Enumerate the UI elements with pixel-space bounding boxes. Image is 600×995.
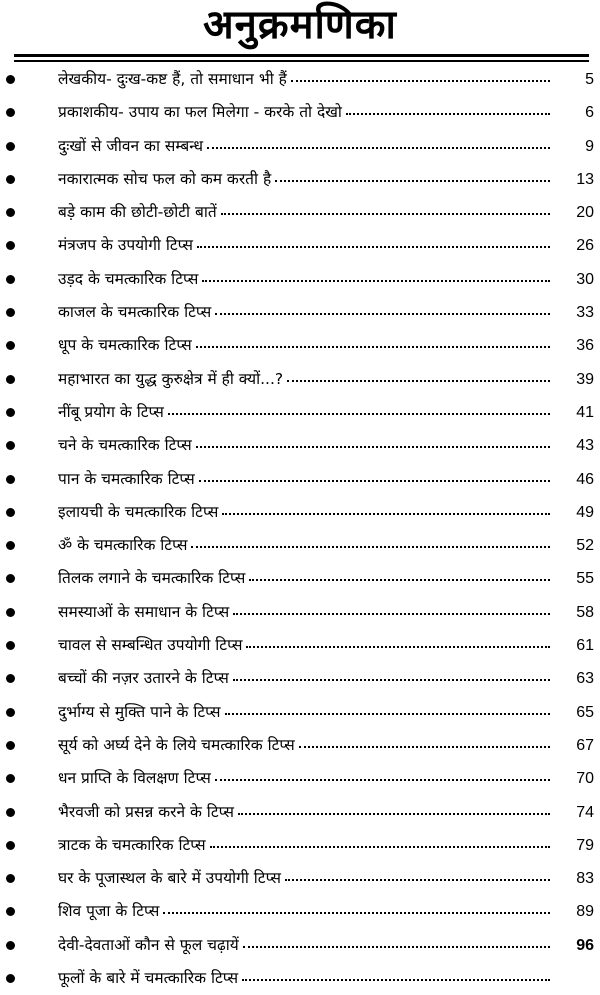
- dot-leader: [163, 903, 550, 914]
- toc-entry[interactable]: [0, 895, 600, 928]
- bullet-icon: [6, 275, 15, 284]
- dot-leader: [168, 404, 550, 415]
- toc-entry-title: काजल के चमत्कारिक टिप्स: [58, 303, 212, 322]
- toc-page-number: 30: [576, 270, 594, 288]
- bullet-icon: [6, 508, 15, 517]
- toc-entry[interactable]: [0, 496, 600, 529]
- title-rule-bottom: [14, 60, 589, 62]
- bullet-icon: [6, 441, 15, 450]
- toc-page-number: 58: [576, 603, 594, 621]
- toc-entry[interactable]: [0, 363, 600, 396]
- dot-leader: [238, 804, 550, 815]
- toc-entry[interactable]: [0, 96, 600, 129]
- toc-page-number: 96: [576, 936, 594, 954]
- bullet-icon: [6, 541, 15, 550]
- toc-entry-text: [58, 463, 550, 496]
- toc-entry[interactable]: [0, 229, 600, 262]
- toc-page-number: 9: [585, 137, 594, 155]
- page-title: अनुक्रमणिका: [203, 1, 397, 48]
- toc-entry-title: उड़द के चमत्कारिक टिप्स: [58, 269, 199, 288]
- toc-entry[interactable]: [0, 629, 600, 662]
- bullet-icon: [6, 175, 15, 184]
- toc-entry-text: [58, 596, 550, 629]
- toc-entry-title: धन प्राप्ति के विलक्षण टिप्स: [58, 769, 211, 788]
- toc-entry[interactable]: [0, 929, 600, 962]
- toc-entry-title: इलायची के चमत्कारिक टिप्स: [58, 502, 219, 521]
- dot-leader: [249, 570, 550, 581]
- toc-entry-title: शिव पूजा के टिप्स: [58, 902, 160, 921]
- toc-entry-title: बड़े काम की छोटी-छोटी बातें: [58, 203, 217, 222]
- toc-entry-title: सूर्य को अर्घ्य देने के लिये चमत्कारिक टिप्स: [58, 735, 295, 754]
- bullet-icon: [6, 808, 15, 817]
- toc-entry[interactable]: [0, 596, 600, 629]
- toc-entry-text: [58, 662, 550, 695]
- toc-entry-text: [58, 496, 550, 529]
- dot-leader: [291, 71, 550, 82]
- toc-entry[interactable]: [0, 396, 600, 429]
- toc-entry[interactable]: [0, 662, 600, 695]
- dot-leader: [215, 304, 550, 315]
- bullet-icon: [6, 341, 15, 350]
- toc-entry[interactable]: [0, 329, 600, 362]
- toc-entry[interactable]: [0, 429, 600, 462]
- toc-entry-text: [58, 196, 550, 229]
- toc-entry[interactable]: [0, 829, 600, 862]
- dot-leader: [246, 637, 550, 648]
- dot-leader: [202, 271, 550, 282]
- toc-entry-text: [58, 63, 550, 96]
- toc-entry-title: देवी-देवताओं कौन से फूल चढ़ायें: [58, 935, 239, 954]
- toc-entry[interactable]: [0, 296, 600, 329]
- toc-entry-text: [58, 562, 550, 595]
- toc-entry-text: [58, 862, 550, 895]
- toc-page-number: 55: [576, 570, 594, 588]
- dot-leader: [222, 504, 550, 515]
- toc-entry[interactable]: [0, 196, 600, 229]
- dot-leader: [225, 704, 550, 715]
- bullet-icon: [6, 108, 15, 117]
- toc-entry[interactable]: [0, 463, 600, 496]
- dot-leader: [199, 471, 550, 482]
- dot-leader: [215, 770, 550, 781]
- dot-leader: [275, 171, 550, 182]
- toc-entry-text: [58, 130, 550, 163]
- toc-entry-text: [58, 163, 550, 196]
- bullet-icon: [6, 574, 15, 583]
- bullet-icon: [6, 608, 15, 617]
- bullet-icon: [6, 674, 15, 683]
- toc-entry[interactable]: [0, 762, 600, 795]
- toc-entry-text: [58, 396, 550, 429]
- toc-entry-title: दुर्भाग्य से मुक्ति पाने के टिप्स: [58, 702, 221, 721]
- toc-page-number: 6: [585, 104, 594, 122]
- bullet-icon: [6, 142, 15, 151]
- toc-entry-text: [58, 962, 550, 995]
- toc-entry-title: प्रकाशकीय- उपाय का फल मिलेगा - करके तो देखो: [58, 103, 342, 122]
- toc-entry-text: [58, 729, 550, 762]
- bullet-icon: [6, 241, 15, 250]
- bullet-icon: [6, 774, 15, 783]
- toc-entry-text: [58, 429, 550, 462]
- toc-entry-text: [58, 895, 550, 928]
- toc-page-number: 41: [576, 403, 594, 421]
- dot-leader: [243, 937, 550, 948]
- toc-page-number: 89: [576, 903, 594, 921]
- dot-leader: [210, 837, 550, 848]
- toc-entry-title: समस्याओं के समाधान के टिप्स: [58, 602, 230, 621]
- dot-leader: [299, 737, 550, 748]
- bullet-icon: [6, 708, 15, 717]
- bullet-icon: [6, 874, 15, 883]
- dot-leader: [191, 537, 550, 548]
- dot-leader: [287, 371, 550, 382]
- toc-entry[interactable]: [0, 529, 600, 562]
- toc-entry-title: भैरवजी को प्रसन्न करने के टिप्स: [58, 802, 234, 821]
- toc-entry-text: [58, 329, 550, 362]
- bullet-icon: [6, 941, 15, 950]
- bullet-icon: [6, 308, 15, 317]
- toc-entry-title: पान के चमत्कारिक टिप्स: [58, 469, 195, 488]
- toc-entry-text: [58, 263, 550, 296]
- dot-leader: [285, 870, 550, 881]
- bullet-icon: [6, 907, 15, 916]
- dot-leader: [196, 437, 550, 448]
- toc-entry-title: चने के चमत्कारिक टिप्स: [58, 436, 192, 455]
- toc-entry-text: [58, 296, 550, 329]
- toc-entry-text: [58, 696, 550, 729]
- toc-entry-text: [58, 762, 550, 795]
- dot-leader: [346, 104, 550, 115]
- toc-entry-title: मंत्रजप के उपयोगी टिप्स: [58, 236, 194, 255]
- toc-page-number: 83: [576, 870, 594, 888]
- toc-entry[interactable]: [0, 962, 600, 995]
- toc-entry-text: [58, 363, 550, 396]
- toc-entry-title: त्राटक के चमत्कारिक टिप्स: [58, 835, 206, 854]
- bullet-icon: [6, 974, 15, 983]
- toc-entry-text: [58, 629, 550, 662]
- toc-entry[interactable]: [0, 63, 600, 96]
- toc-page-number: 49: [576, 503, 594, 521]
- toc-entry-title: घर के पूजास्थल के बारे में उपयोगी टिप्स: [58, 869, 281, 888]
- dot-leader: [242, 970, 550, 981]
- toc-page-number: 70: [576, 770, 594, 788]
- dot-leader: [233, 670, 550, 681]
- bullet-icon: [6, 375, 15, 384]
- toc-page-number: 74: [576, 803, 594, 821]
- bullet-icon: [6, 841, 15, 850]
- bullet-icon: [6, 475, 15, 484]
- toc-page-number: 79: [576, 836, 594, 854]
- toc-entry[interactable]: [0, 862, 600, 895]
- toc-entry[interactable]: [0, 729, 600, 762]
- title-rule-top: [14, 54, 589, 57]
- toc-entry[interactable]: [0, 263, 600, 296]
- bullet-icon: [6, 641, 15, 650]
- toc-page-number: 61: [576, 637, 594, 655]
- toc-page-number: 13: [576, 170, 594, 188]
- toc-entry-title: बच्चों की नज़र उतारने के टिप्स: [58, 669, 229, 688]
- toc-page-number: [550, 962, 594, 995]
- toc-entry[interactable]: [0, 796, 600, 829]
- toc-entry-title: चावल से सम्बन्धित उपयोगी टिप्स: [58, 636, 243, 655]
- bullet-icon: [6, 408, 15, 417]
- toc-entry-title: महाभारत का युद्ध कुरुक्षेत्र में ही क्यों...?: [58, 369, 284, 388]
- bullet-icon: [6, 741, 15, 750]
- dot-leader: [197, 237, 550, 248]
- toc-entry-title: ॐ के चमत्कारिक टिप्स: [58, 536, 188, 555]
- toc-page-number: 46: [576, 470, 594, 488]
- toc-entry-text: [58, 529, 550, 562]
- toc-entry-title: फूलों के बारे में चमत्कारिक टिप्स: [58, 969, 239, 988]
- toc-entry-text: [58, 929, 550, 962]
- toc-page-number: 36: [576, 337, 594, 355]
- toc-page-number: 26: [576, 237, 594, 255]
- bullet-icon: [6, 75, 15, 84]
- toc-entry-text: [58, 229, 550, 262]
- toc-entry[interactable]: [0, 562, 600, 595]
- toc-page-number: 33: [576, 304, 594, 322]
- toc-page-number: 52: [576, 537, 594, 555]
- toc-entry[interactable]: [0, 696, 600, 729]
- toc-entry-title: लेखकीय- दुःख-कष्ट हैं, तो समाधान भी हैं: [58, 70, 287, 88]
- toc-entry-text: [58, 829, 550, 862]
- toc-entry[interactable]: [0, 130, 600, 163]
- toc-entry-text: [58, 796, 550, 829]
- toc-page-number: 67: [576, 736, 594, 754]
- table-of-contents: [0, 63, 600, 995]
- toc-entry-title: धूप के चमत्कारिक टिप्स: [58, 336, 192, 355]
- toc-page-number: 5: [585, 71, 594, 88]
- toc-page-number: 43: [576, 437, 594, 455]
- toc-entry-title: नींबू प्रयोग के टिप्स: [58, 402, 164, 421]
- dot-leader: [207, 138, 550, 149]
- toc-entry-title: नकारात्मक सोच फल को कम करती है: [58, 169, 272, 188]
- dot-leader: [233, 604, 550, 615]
- toc-page-number: 20: [576, 204, 594, 222]
- dot-leader: [196, 337, 550, 348]
- dot-leader: [221, 204, 550, 215]
- toc-entry-text: [58, 96, 550, 129]
- toc-page-number: 39: [576, 370, 594, 388]
- toc-page-number: 63: [576, 670, 594, 688]
- toc-entry-title: दुःखों से जीवन का सम्बन्ध: [58, 136, 204, 155]
- toc-entry-title: तिलक लगाने के चमत्कारिक टिप्स: [58, 569, 246, 588]
- toc-page-number: 65: [576, 703, 594, 721]
- toc-entry[interactable]: [0, 163, 600, 196]
- bullet-icon: [6, 208, 15, 217]
